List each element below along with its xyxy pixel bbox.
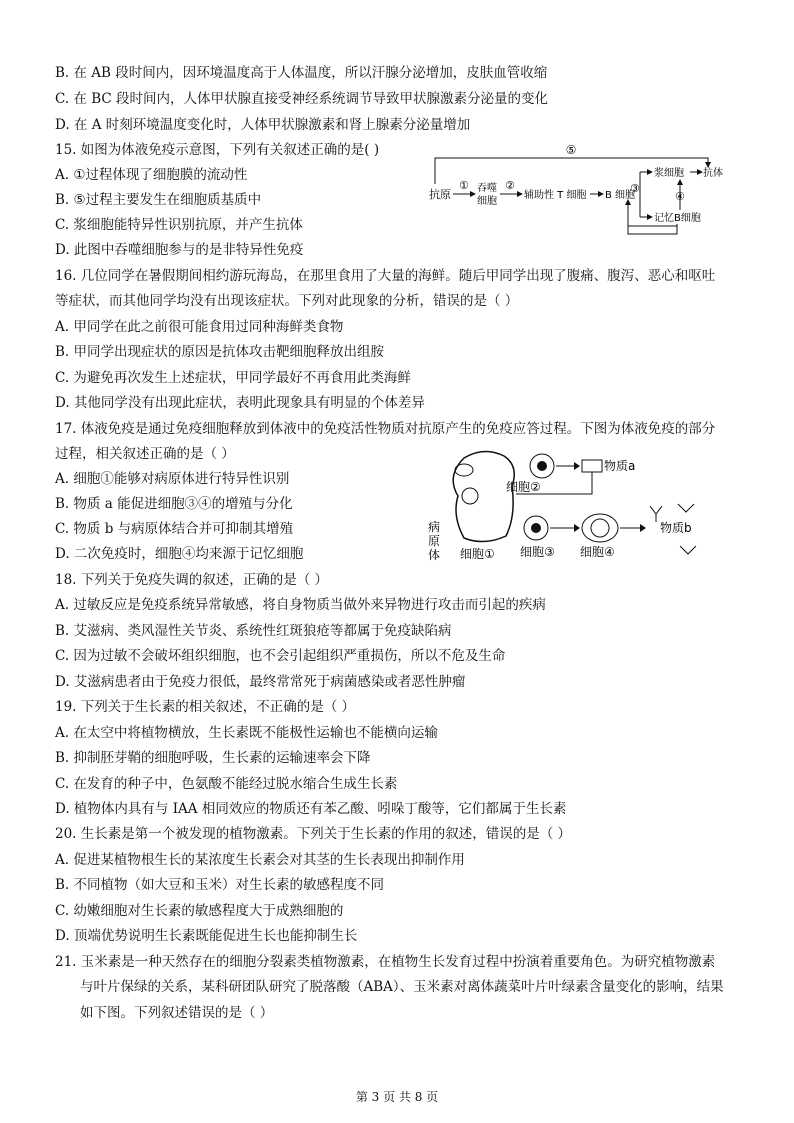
- q20-option-b: B. 不同植物（如大豆和玉米）对生长素的敏感程度不同: [55, 877, 385, 893]
- q17-option-b: B. 物质 a 能促进细胞③④的增殖与分化: [55, 496, 293, 512]
- q18-option-c: C. 因为过敏不会破坏组织细胞，也不会引起组织严重损伤，所以不危及生命: [55, 648, 506, 664]
- step2-label: ②: [505, 179, 515, 192]
- antibody-shape: [650, 506, 662, 522]
- q16-option-d: D. 其他同学没有出现此症状，表明此现象具有明显的个体差异: [55, 395, 425, 411]
- q16-option-a: A. 甲同学在此之前很可能食用过同种海鲜类食物: [55, 319, 344, 335]
- memory-b-label: 记忆B细胞: [654, 213, 701, 224]
- cell1-nucleus: [455, 464, 473, 476]
- step5-label: ⑤: [565, 143, 577, 157]
- q17-option-c: C. 物质 b 与病原体结合并可抑制其增殖: [55, 521, 294, 537]
- substance-a-box: [582, 460, 602, 472]
- cell1-inner: [462, 488, 478, 504]
- q15-option-b: B. ⑤过程主要发生在细胞质基质中: [55, 192, 262, 208]
- q17-stem-2: 过程，相关叙述正确的是（ ）: [55, 446, 235, 462]
- phagocyte-label-1: 吞噬: [477, 183, 497, 194]
- q16-stem-1: 16. 几位同学在暑假期间相约游玩海岛，在那里食用了大量的海鲜。随后甲同学出现了腹痛、腹泻、恶心和呕吐: [55, 268, 716, 284]
- cell4-label: 细胞④: [580, 545, 615, 559]
- q16-option-c: C. 为避免再次发生上述症状，甲同学最好不再食用此类海鲜: [55, 370, 411, 386]
- q20-option-c: C. 幼嫩细胞对生长素的敏感程度大于成熟细胞的: [55, 903, 344, 919]
- cell3-nucleus: [531, 523, 541, 533]
- q16-stem-2: 等症状，而其他同学均没有出现该症状。下列对此现象的分析，错误的是（ ）: [55, 293, 519, 309]
- pathogen-label-3: 体: [428, 548, 441, 562]
- q21-stem-1: 21. 玉米素是一种天然存在的细胞分裂素类植物激素，在植物生长发育过程中扮演着重要角色。为研究植物激素: [55, 954, 716, 970]
- q14-option-d: D. 在 A 时刻环境温度变化时，人体甲状腺激素和肾上腺素分泌量增加: [55, 117, 471, 133]
- antibody-label: 抗体: [703, 168, 723, 179]
- q18-option-d: D. 艾滋病患者由于免疫力很低，最终常常死于病菌感染或者恶性肿瘤: [55, 674, 466, 690]
- step4-label: ④: [675, 190, 685, 203]
- q20-option-d: D. 顶端优势说明生长素既能促进生长也能抑制生长: [55, 928, 358, 944]
- arrow-head-a: [574, 462, 580, 470]
- page-footer: 第 3 页 共 8 页: [355, 1090, 439, 1104]
- cell4-shape: [582, 514, 618, 542]
- antibody-shape-2: [678, 504, 694, 512]
- step1-label: ①: [459, 179, 469, 192]
- pathogen-label-1: 病: [428, 520, 441, 534]
- substance-a-label: 物质a: [604, 459, 636, 473]
- q19-option-b: B. 抑制胚芽鞘的细胞呼吸，生长素的运输速率会下降: [55, 750, 371, 766]
- substance-b-label: 物质b: [660, 521, 692, 535]
- cell2-nucleus: [537, 461, 547, 471]
- antibody-shape-3: [680, 546, 696, 554]
- plasma-cell-label: 浆细胞: [654, 168, 684, 179]
- q17-option-a: A. 细胞①能够对病原体进行特异性识别: [55, 471, 290, 487]
- q20-option-a: A. 促进某植物根生长的某浓度生长素会对其茎的生长表现出抑制作用: [55, 852, 465, 868]
- arrow-head-b: [640, 524, 646, 532]
- q19-option-a: A. 在太空中将植物横放，生长素既不能极性运输也不能横向运输: [55, 725, 438, 741]
- q15-option-c: C. 浆细胞能特异性识别抗原，并产生抗体: [55, 217, 303, 233]
- q19-option-d: D. 植物体内具有与 IAA 相同效应的物质还有苯乙酸、吲哚丁酸等，它们都属于生长素: [55, 801, 567, 817]
- q19-option-c: C. 在发育的种子中，色氨酸不能经过脱水缩合生成生长素: [55, 776, 398, 792]
- q21-stem-2: 与叶片保绿的关系，某科研团队研究了脱落酸（ABA）、玉米素对离体蔬菜叶片叶绿素含量变化的影响，结果: [80, 979, 724, 995]
- q17-option-d: D. 二次免疫时，细胞④均来源于记忆细胞: [55, 546, 304, 562]
- q15-option-d: D. 此图中吞噬细胞参与的是非特异性免疫: [55, 242, 304, 258]
- cell4-inner: [591, 519, 609, 537]
- antigen-label: 抗原: [429, 188, 451, 201]
- q15-stem: 15. 如图为体液免疫示意图，下列有关叙述正确的是( ): [55, 142, 380, 158]
- q17-stem-1: 17. 体液免疫是通过免疫细胞释放到体液中的免疫活性物质对抗原产生的免疫应答过程。下图为体液免疫的部分: [55, 421, 716, 437]
- cell2-label: 细胞②: [506, 480, 541, 494]
- q17-immunity-cells-diagram: [424, 446, 714, 566]
- q14-option-b: B. 在 AB 段时间内，因环境温度高于人体温度，所以汗腺分泌增加，皮肤血管收缩: [55, 65, 548, 81]
- q20-stem: 20. 生长素是第一个被发现的植物激素。下列关于生长素的作用的叙述，错误的是（ ）: [55, 826, 572, 842]
- q18-stem: 18. 下列关于免疫失调的叙述，正确的是（ ）: [55, 572, 329, 588]
- q14-option-c: C. 在 BC 段时间内，人体甲状腺直接受神经系统调节导致甲状腺激素分泌量的变化: [55, 91, 549, 107]
- q21-stem-3: 如下图。下列叙述错误的是（ ）: [80, 1005, 274, 1021]
- pathogen-label-2: 原: [428, 534, 441, 548]
- q15-humoral-immunity-diagram: [425, 140, 725, 240]
- helper-t-label: 辅助性 T 细胞: [524, 190, 587, 201]
- step3-label: ③: [630, 182, 640, 195]
- phagocyte-label-2: 细胞: [477, 196, 497, 207]
- q15-option-a: A. ①过程体现了细胞膜的流动性: [55, 167, 248, 183]
- cell3-label: 细胞③: [520, 545, 555, 559]
- cell1-label: 细胞①: [460, 547, 495, 561]
- q19-stem: 19. 下列关于生长素的相关叙述，不正确的是（ ）: [55, 699, 356, 715]
- q18-option-a: A. 过敏反应是免疫系统异常敏感，将自身物质当做外来异物进行攻击而引起的疾病: [55, 597, 546, 613]
- q18-option-b: B. 艾滋病、类风湿性关节炎、系统性红斑狼疮等都属于免疫缺陷病: [55, 623, 452, 639]
- q16-option-b: B. 甲同学出现症状的原因是抗体攻击靶细胞释放出组胺: [55, 344, 385, 360]
- arrow-head-4: [574, 524, 580, 532]
- b-cell-label: B 细胞: [605, 190, 636, 201]
